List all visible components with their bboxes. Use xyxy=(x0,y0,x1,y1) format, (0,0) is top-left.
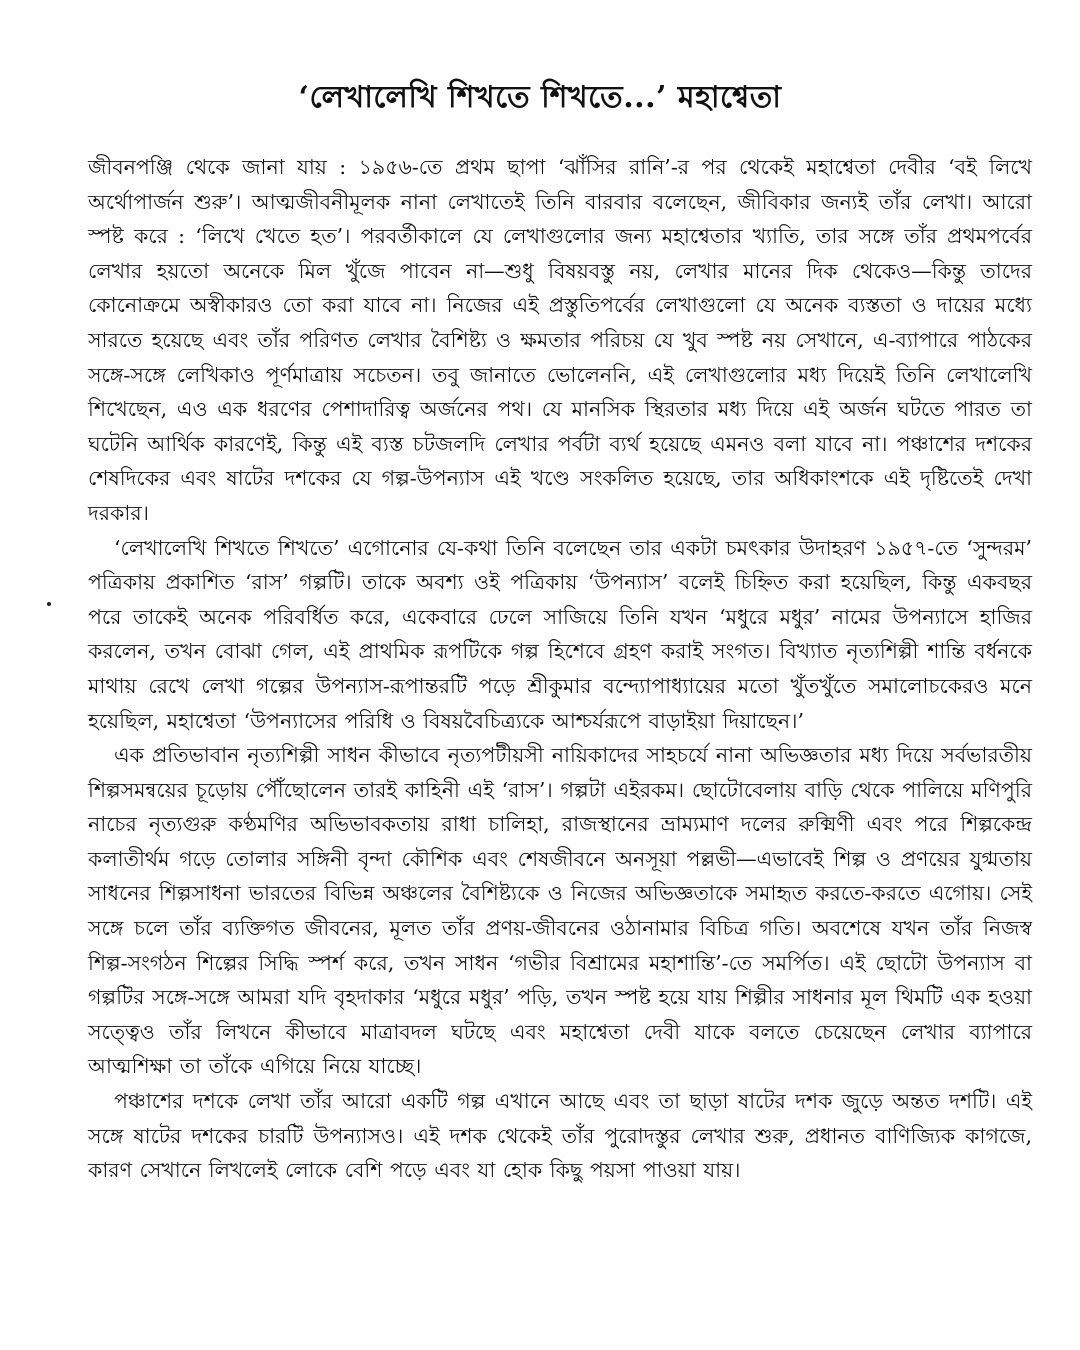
paragraph-2: ‘লেখালেখি শিখতে শিখতে’ এগোনোর যে-কথা তিনি বলেছেন তার একটা চমৎকার উদাহরণ ১৯৫৭-তে ‘সুন্দরম’ পত্রিকায় প্রকাশিত ‘রাস’ গল্পটি। তাকে অবশ্য ওই পত্রিকায় ‘উপন্যাস’ বলেই চিহ্নিত করা হয়েছিল, কিন্তু একবছর পরে তাকেই অনেক পরিবর্ধিত করে, একেবারে ঢেলে সাজিয়ে তিনি যখন ‘মধুরে মধুর’ নামের উপন্যাসে হাজির করলেন, তখন বোঝা গেল, এই প্রাথমিক রূপটিকে গল্প হিশেবে গ্রহণ করাই সংগত। বিখ্যাত নৃত্যশিল্পী শান্তি বর্ধনকে মাথায় রেখে লেখা গল্পের উপন্যাস-রূপান্তরটি পড়ে শ্রীকুমার বন্দ্যোপাধ্যায়ের মতো খুঁতখুঁতে সমালোচকেরও মনে হয়েছিল, মহাশ্বেতা ‘উপন্যাসের পরিধি ও বিষয়বৈচিত্র্যকে আশ্চর্যরূপে বাড়াইয়া দিয়াছেন।’ xyxy=(88,535,1032,733)
page-title: ‘লেখালেখি শিখতে শিখতে...’ মহাশ্বেতা xyxy=(298,80,782,115)
margin-mark xyxy=(47,602,51,606)
paragraph-1: জীবনপঞ্জি থেকে জানা যায় : ১৯৫৬-তে প্রথম ছাপা ‘ঝাঁসির রানি’-র পর থেকেই মহাশ্বেতা দেবীর ‘বই লিখে অর্থোপার্জন শুরু’। আত্মজীবনীমূলক নানা লেখাতেই তিনি বারবার বলেছেন, জীবিকার জন্যই তাঁর লেখা। আরো স্পষ্ট করে : ‘লিখে খেতে হত’। পরবর্তীকালে যে লেখাগুলোর জন্য মহাশ্বেতার খ্যাতি, তার সঙ্গে তাঁর প্রথমপর্বের লেখার হয়তো অনেকে মিল খুঁজে পাবেন না—শুধু বিষয়বস্তু নয়, লেখার মানের দিক থেকেও—কিন্তু তাদের কোনোক্রমে অস্বীকারও তো করা যাবে না। নিজের এই প্রস্তুতিপর্বের লেখাগুলো যে অনেক ব্যস্ততা ও দায়ের মধ্যে সারতে হয়েছে এবং তাঁর পরিণত লেখার বৈশিষ্ট্য ও ক্ষমতার পরিচয় যে খুব স্পষ্ট নয় সেখানে, এ-ব্যাপারে পাঠকের সঙ্গে-সঙ্গে লেখিকাও পূর্ণমাত্রায় সচেতন। তবু জানাতে ভোলেননি, এই লেখাগুলোর মধ্য দিয়েই তিনি লেখালেখি শিখেছেন, এও এক ধরণের পেশাদারিত্ব অর্জনের পথ। যে মানসিক স্থিরতার মধ্য দিয়ে এই অর্জন ঘটতে পারত তা ঘটেনি আর্থিক কারণেই, কিন্তু এই ব্যস্ত চটজলদি লেখার পর্বটা ব্যর্থ হয়েছে এমনও বলা যাবে না। পঞ্চাশের দশকের শেষদিকের এবং ষাটের দশকের যে গল্প-উপন্যাস এই খণ্ডে সংকলিত হয়েছে, তার অধিকাংশকে এই দৃষ্টিতেই দেখা দরকার। xyxy=(88,155,1032,525)
paragraph-4: পঞ্চাশের দশকে লেখা তাঁর আরো একটি গল্প এখানে আছে এবং তা ছাড়া ষাটের দশক জুড়ে অন্তত দশটি। এই সঙ্গে ষাটের দশকের চারটি উপন্যাসও। এই দশক থেকেই তাঁর পুরোদস্তুর লেখার শুরু, প্রধানত বাণিজ্যিক কাগজে, কারণ সেখানে লিখলেই লোকে বেশি পড়ে এবং যা হোক কিছু পয়সা পাওয়া যায়। xyxy=(88,1089,1032,1183)
body-text xyxy=(88,150,1032,1188)
paragraph-3: এক প্রতিভাবান নৃত্যশিল্পী সাধন কীভাবে নৃত্যপটীয়সী নায়িকাদের সাহচর্যে নানা অভিজ্ঞতার মধ্য দিয়ে সর্বভারতীয় শিল্পসমন্বয়ের চূড়োয় পৌঁছোলেন তারই কাহিনী এই ‘রাস’। গল্পটা এইরকম। ছোটোবেলায় বাড়ি থেকে পালিয়ে মণিপুরি নাচের নৃত্যগুরু কণ্ঠমণির অভিভাবকতায় রাধা চালিহা, রাজস্থানের ভ্রাম্যমাণ দলের রুক্মিণী এবং পরে শিল্পকেন্দ্র কলাতীর্থম গড়ে তোলার সঙ্গিনী বৃন্দা কৌশিক এবং শেষজীবনে অনসূয়া পল্লভী—এভাবেই শিল্প ও প্রণয়ের যুগ্মতায় সাধনের শিল্পসাধনা ভারতের বিভিন্ন অঞ্চলের বৈশিষ্ট্যকে ও নিজের অভিজ্ঞতাকে সমাহৃত করতে-করতে এগোয়। সেই সঙ্গে চলে তাঁর ব্যক্তিগত জীবনের, মূলত তাঁর প্রণয়-জীবনের ওঠানামার বিচিত্র গতি। অবশেষে যখন তাঁর নিজস্ব শিল্প-সংগঠন শিল্পের সিদ্ধি স্পর্শ করে, তখন সাধন ‘গভীর বিশ্রামের মহাশান্তি’-তে সমর্পিত। এই ছোটো উপন্যাস বা গল্পটির সঙ্গে-সঙ্গে আমরা যদি বৃহদাকার ‘মধুরে মধুর’ পড়ি, তখন স্পষ্ট হয়ে যায় শিল্পীর সাধনার মূল থিমটি এক হওয়া সত্ত্বেও তাঁর লিখনে কীভাবে মাত্রাবদল ঘটছে এবং মহাশ্বেতা দেবী যাকে বলতে চেয়েছেন লেখার ব্যাপারে আত্মশিক্ষা তা তাঁকে এগিয়ে নিয়ে যাচ্ছে। xyxy=(88,743,1032,1079)
